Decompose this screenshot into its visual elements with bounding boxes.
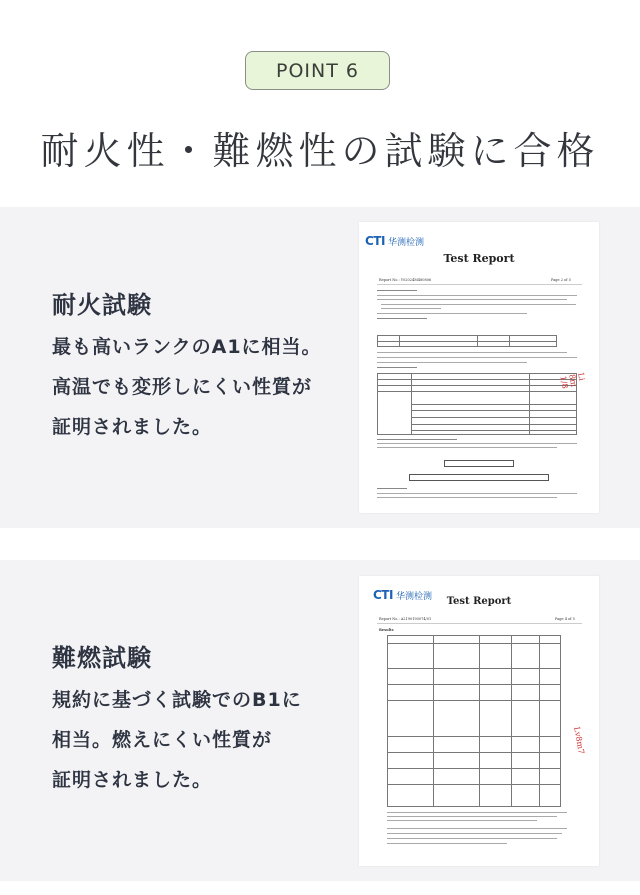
report-title: Test Report bbox=[443, 252, 515, 265]
results-label: Results bbox=[379, 628, 394, 632]
cti-logo: CTI 华测检测 bbox=[365, 234, 424, 248]
classification-box bbox=[409, 474, 549, 481]
handwritten-note: Li 8m 1/8 bbox=[558, 372, 587, 390]
section-text-line: 相当。燃えにくい性質が bbox=[52, 729, 273, 751]
point-badge: POINT 6 bbox=[245, 51, 390, 90]
cti-logo: CTI 华测检测 bbox=[373, 588, 432, 602]
test-report-image bbox=[359, 222, 599, 513]
section-heading: 耐火試験 bbox=[52, 291, 152, 319]
report-title: Test Report bbox=[446, 596, 512, 607]
section-text-line: 規約に基づく試験でのB1に bbox=[52, 689, 302, 711]
report-number: Report No.: A2190190074/01 bbox=[379, 617, 432, 621]
report-page: Page 2 of 5 bbox=[551, 278, 571, 282]
section-text-line: 証明されました。 bbox=[52, 769, 213, 791]
page-title: 耐火性・難燃性の試験に合格 bbox=[40, 129, 600, 173]
section-text-line: 証明されました。 bbox=[52, 416, 213, 438]
classification-box bbox=[444, 460, 514, 467]
test-report-image bbox=[359, 576, 599, 866]
report-number: Report No.: Y02024M480806 bbox=[379, 278, 432, 282]
handwritten-note: Lv8m7 bbox=[572, 726, 586, 755]
section-heading: 難燃試験 bbox=[52, 644, 152, 672]
section-text-line: 最も高いランクのA1に相当。 bbox=[52, 336, 322, 358]
section-text-line: 高温でも変形しにくい性質が bbox=[52, 376, 313, 398]
report-page: Page 4 of 5 bbox=[555, 617, 575, 621]
